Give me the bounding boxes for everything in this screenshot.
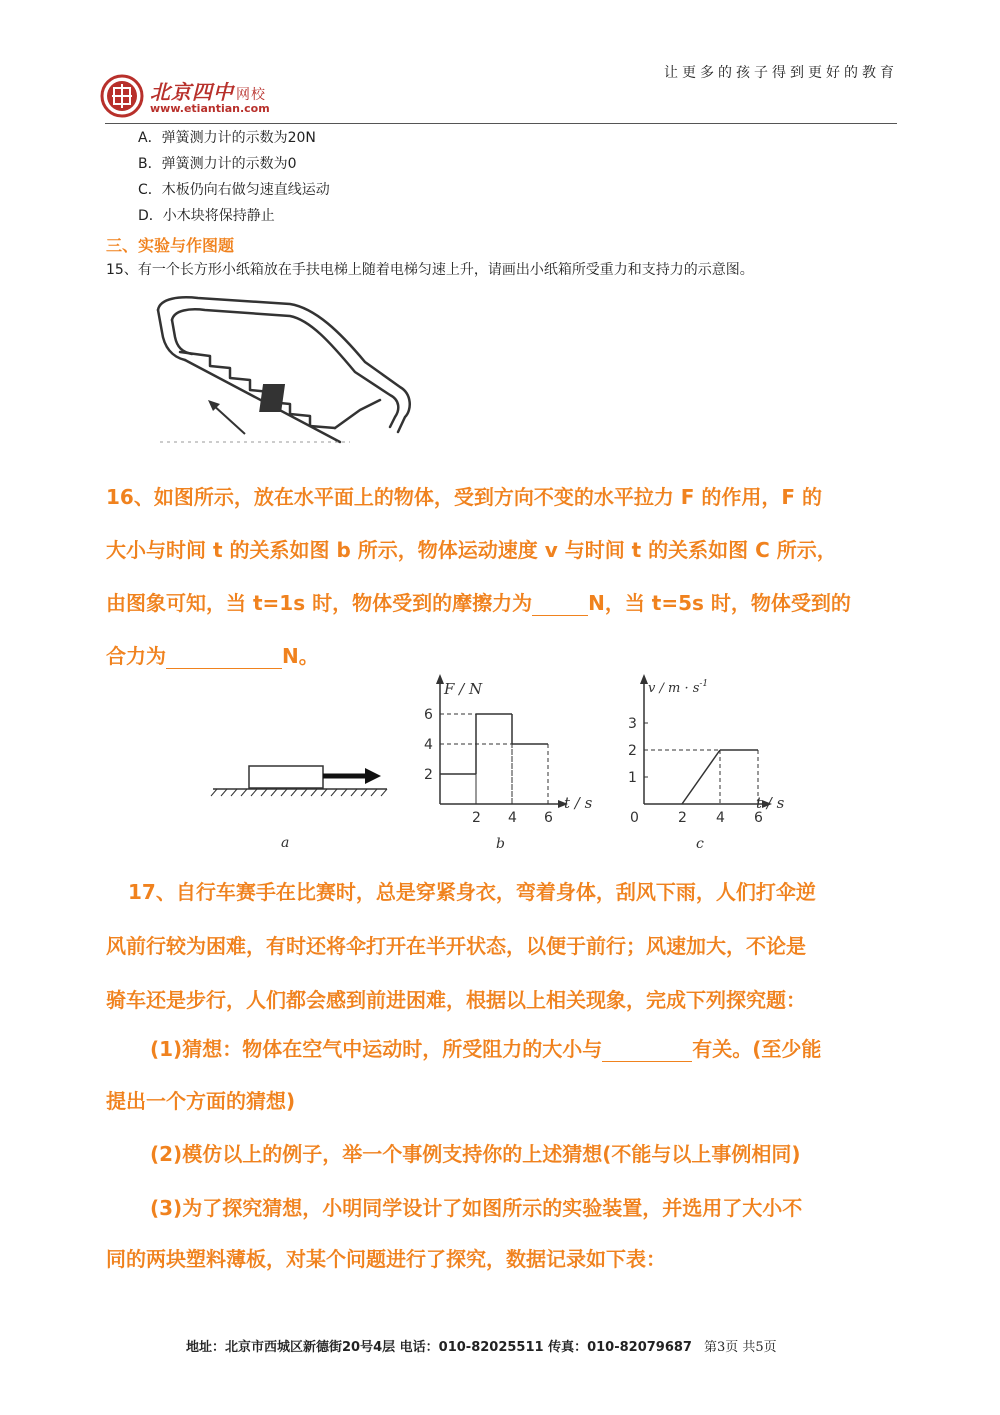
- answer-blank-guess[interactable]: [602, 1041, 692, 1062]
- logo-name: 北京四中 网校: [150, 80, 266, 104]
- q17-part-1: (1)猜想：物体在空气中运动时，所受阻力的大小与 有关。(至少能: [150, 1037, 822, 1061]
- q17-line-1: 17、自行车赛手在比赛时，总是穿紧身衣，弯着身体，刮风下雨，人们打伞逆: [128, 880, 816, 904]
- q16-line-2: 大小与时间 t 的关系如图 b 所示，物体运动速度 v 与时间 t 的关系如图 C 所示，: [106, 538, 837, 562]
- answer-blank-net-force[interactable]: [166, 648, 282, 669]
- t-axis-label-b: t / s: [564, 794, 593, 812]
- option-c: C．木板仍向右做匀速直线运动: [138, 182, 330, 198]
- figure-b-label: b: [496, 836, 505, 852]
- header-slogan: 让更多的孩子得到更好的教育: [664, 65, 898, 81]
- c-x-tick-label: 4: [716, 810, 725, 826]
- figure-c-label: c: [696, 836, 704, 852]
- force-arrow-icon: [323, 768, 381, 784]
- figure-a: [205, 752, 390, 852]
- c-y-tick-label: 3: [628, 716, 637, 732]
- question-15: 15、有一个长方形小纸箱放在手扶电梯上随着电梯匀速上升，请画出小纸箱所受重力和支持力的示意图。: [106, 262, 754, 278]
- q16-line-3: 由图象可知，当 t=1s 时，物体受到的摩擦力为 N，当 t=5s 时，物体受到的: [106, 591, 851, 615]
- paper-box-icon: [259, 384, 285, 412]
- logo-seal-icon: [100, 74, 144, 118]
- b-x-tick-label: 2: [472, 810, 481, 826]
- b-y-tick-label: 6: [424, 707, 433, 723]
- c-y-tick-label: 2: [628, 743, 637, 759]
- q17-line-3: 骑车还是步行，人们都会感到前进困难，根据以上相关现象，完成下列探究题：: [106, 988, 806, 1012]
- c-y-tick-label: 1: [628, 770, 637, 786]
- answer-blank-friction[interactable]: [532, 595, 588, 616]
- escalator-figure: [150, 292, 430, 452]
- option-d: D．小木块将保持静止: [138, 208, 275, 224]
- b-y-tick-label: 4: [424, 737, 433, 753]
- t-axis-label-c: t / s: [756, 794, 785, 812]
- b-x-tick-label: 6: [544, 810, 553, 826]
- c-origin-label: 0: [630, 810, 639, 826]
- b-x-tick-label: 4: [508, 810, 517, 826]
- q17-part-2: (2)模仿以上的例子，举一个事例支持你的上述猜想(不能与以上事例相同): [150, 1142, 801, 1166]
- logo-url: www.etiantian.com: [150, 102, 270, 115]
- q17-part-3-cont: 同的两块塑料薄板，对某个问题进行了探究，数据记录如下表：: [106, 1247, 666, 1271]
- c-x-tick-label: 2: [678, 810, 687, 826]
- figure-a-label: a: [281, 835, 290, 851]
- q16-line-1: 16、如图所示，放在水平面上的物体，受到方向不变的水平拉力 F 的作用，F 的: [106, 485, 823, 509]
- q17-part-1-cont: 提出一个方面的猜想): [106, 1089, 296, 1113]
- option-a: A．弹簧测力计的示数为20N: [138, 130, 316, 146]
- q16-line-4: 合力为 N。: [106, 644, 319, 668]
- footer-address: 地址：北京市西城区新德街20号4层 电话：010-82025511 传真：010-82079687: [186, 1340, 692, 1355]
- f-axis-label: F / N: [444, 680, 483, 698]
- v-axis-label: $v / m \cdot s^{-1}$: [648, 679, 709, 696]
- q17-part-3: (3)为了探究猜想，小明同学设计了如图所示的实验装置，并选用了大小不: [150, 1196, 803, 1220]
- q17-line-2: 风前行较为困难，有时还将伞打开在半开状态，以便于前行；风速加大，不论是: [106, 934, 806, 958]
- direction-arrow-icon: [208, 400, 245, 434]
- section-title: 三、实验与作图题: [106, 236, 235, 255]
- c-x-tick-label: 6: [754, 810, 763, 826]
- option-b: B．弹簧测力计的示数为0: [138, 156, 297, 172]
- header-divider: [105, 123, 897, 124]
- b-y-tick-label: 2: [424, 767, 433, 783]
- figure-b-chart: [412, 670, 602, 855]
- page-number: 第3页 共5页: [703, 1340, 777, 1355]
- c-series-segment: [682, 750, 720, 804]
- logo: [100, 74, 320, 122]
- block: [249, 766, 323, 788]
- figure-c-chart: [618, 670, 818, 855]
- footer: [186, 1336, 777, 1355]
